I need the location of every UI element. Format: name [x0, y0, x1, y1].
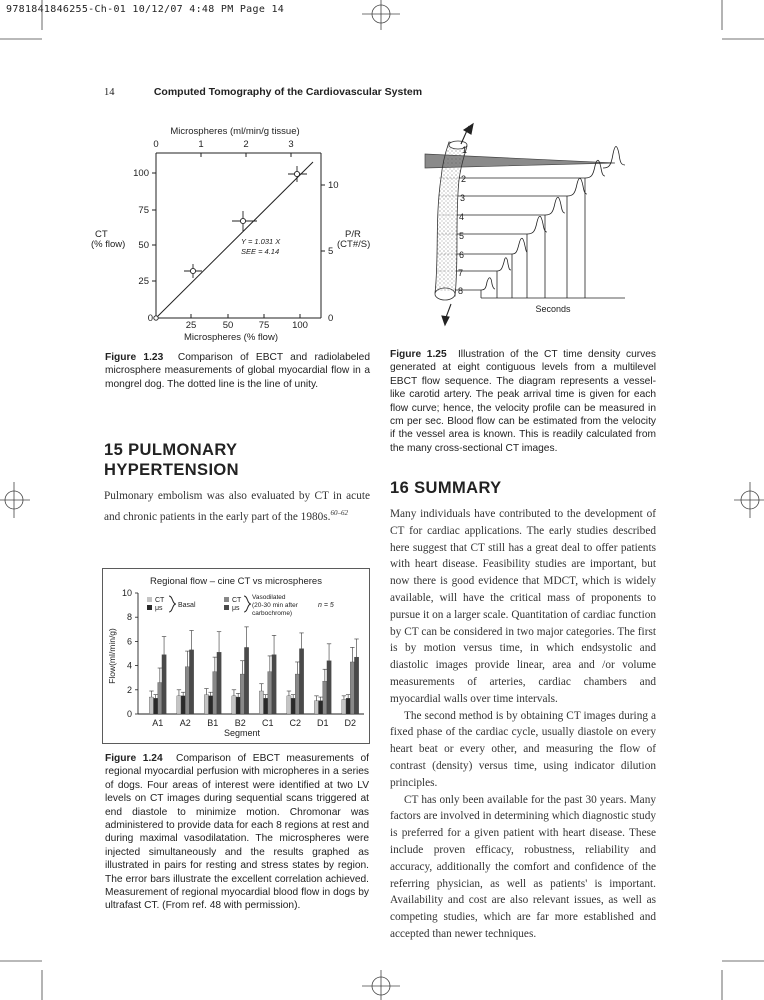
top-tick-2: 2: [243, 139, 249, 150]
legend-ct-vaso: CT: [232, 597, 242, 604]
running-title: Computed Tomography of the Cardiovascular System: [153, 86, 423, 98]
bar-C1-4: [272, 655, 276, 714]
x-tick-label-B1: B1: [207, 718, 219, 728]
bar-C2-3: [295, 674, 299, 714]
level-label-7: 7: [458, 268, 464, 278]
bar-D1-4: [327, 661, 331, 714]
legend-vaso-2: (20-30 min after: [252, 602, 298, 609]
legend-mus-basal: μs: [155, 605, 163, 612]
paragraph-3: CT has only been available for the past 30 years. Many factors are involved in determining which diagnostic study is preferred for a given patient with heart disease. These include proven efficacy, robustness, reliability and accuracy, additionally the comfort and confidence of the referring physician, as well as patients' is important. Availability and cost are also relevant issues, as well as competing studies, which are far more established and accepted than newer techniques.: [390, 793, 656, 940]
caption-text: Comparison of EBCT and radiolabeled microsphere measurements of global myocardial flow in a mongrel dog. The dotted line is the line of unity.: [105, 352, 370, 390]
y-tick-label: 0: [126, 709, 132, 719]
legend-vaso-3: carbochrome): [252, 610, 293, 617]
paragraph-1: Many individuals have contributed to the development of CT for cardiac applications. The early studies described here suggest that CT still has a great deal to offer patients with heart disease. Feasibility studies are important, but now there is good evidence that MDCT, which is widely available, will have the critical mass of proponents to pursue it on a larger scale. Quantitation of cardiac function by CT can be considered in two major categories. The first is by motion versus time, in which endsystolic and diastolic images provide linear, area and /or volume measurements of arteries, cardiac chambers and myocardial walls over time intervals.: [390, 508, 656, 705]
legend-vaso-1: Vasodilated: [252, 594, 286, 601]
bar-A1-1: [149, 697, 153, 714]
x-tick-label-B2: B2: [234, 718, 246, 728]
printer-slug: 9781841846255-Ch-01 10/12/07 4:48 PM Page 14: [6, 4, 285, 15]
left-tick-0: 0: [147, 313, 153, 324]
bar-D1-2: [319, 701, 323, 714]
left-label-2: (% flow): [91, 239, 126, 250]
legend-basal: Basal: [178, 602, 196, 609]
x-axis-label: Segment: [223, 728, 261, 738]
bar-C1-1: [259, 691, 263, 714]
bar-C1-2: [264, 698, 268, 714]
data-point-1: [184, 264, 202, 278]
caption-label: Figure 1.24: [105, 753, 163, 764]
data-point-3: [288, 166, 307, 182]
bar-A2-2: [181, 696, 185, 714]
y-tick-label: 2: [126, 684, 132, 695]
level-label-5: 5: [459, 231, 465, 241]
level-label-2: 2: [461, 174, 467, 184]
caption-text: Comparison of EBCT measurements of regional myocardial perfusion with micropheres in a series of dogs. Four areas of interest were identified at two LV levels on CT images during sequential scans triggered at end diastole to minimize motion. Chromonar was administered to provide data for each 8 regions at rest and during maximal vasodilatation. The microspheres were injected simultaneously and the results graphed as illustrated in pairs for resting and stress states by region. The error bars illustrate the excellent correlation achieved. Measurement of regional myocardial blood flow in dogs by ultrafast CT. (From ref. 48 with permission).: [105, 753, 369, 912]
legend-n: n = 5: [318, 602, 334, 609]
caption-text: Illustration of the CT time density curves generated at eight contiguous levels from a multilevel EBCT flow sequence. The diagram represents a vessel-like carotid artery. The peak arrival time is given for each flow curve; hence, the velocity profile can be measured in cm per sec. Blood flow can be estimated from the velocity if the vessel area is known. This is readily calculated from the many cross-sectional CT images.: [390, 349, 656, 454]
bar-C2-1: [287, 696, 291, 714]
bar-D1-3: [323, 681, 327, 714]
section-16-body: [390, 506, 656, 943]
right-tick-5: 5: [328, 246, 334, 257]
bottom-tick-50: 50: [222, 320, 234, 331]
x-tick-label-C2: C2: [289, 718, 302, 728]
bar-B1-3: [213, 672, 217, 714]
figure-1-25-diagram: [415, 118, 645, 348]
figure-1-24-chart: [102, 568, 370, 744]
seconds-label: Seconds: [535, 304, 571, 314]
y-tick-label: 8: [126, 612, 132, 623]
left-label-1: CT: [95, 229, 108, 240]
section-16-heading: 16 SUMMARY: [390, 479, 502, 497]
top-tick-0: 0: [153, 139, 159, 150]
bar-B2-3: [240, 674, 244, 714]
heading-line-2: HYPERTENSION: [104, 461, 239, 479]
figure-1-23-caption: [105, 351, 370, 391]
x-tick-label-D2: D2: [344, 718, 357, 728]
bar-D2-2: [346, 698, 350, 714]
bar-B2-2: [236, 697, 240, 714]
heading-line-1: 15 PULMONARY: [104, 441, 238, 459]
left-tick-100: 100: [133, 168, 149, 179]
bottom-tick-100: 100: [292, 320, 308, 331]
bar-A2-4: [189, 650, 193, 714]
top-axis-label: Microspheres (ml/min/g tissue): [170, 126, 300, 137]
bar-A2-1: [177, 696, 181, 714]
y-axis-label: Flow(ml/min/g): [107, 628, 117, 684]
y-tick-label: 10: [121, 588, 132, 598]
bar-D1-1: [314, 701, 318, 714]
section-15-text: [104, 488, 370, 525]
level-label-3: 3: [460, 193, 466, 203]
arrow-bottom-head: [442, 316, 449, 325]
x-tick-label-D1: D1: [316, 718, 329, 728]
level-label-6: 6: [459, 250, 465, 260]
reference-superscript: 60–62: [330, 508, 348, 517]
x-tick-label-A1: A1: [152, 718, 164, 728]
bar-A2-3: [185, 667, 189, 714]
section-15-heading: [104, 440, 239, 480]
bar-B1-4: [217, 652, 221, 714]
right-label-1: P/R: [345, 229, 361, 240]
caption-label: Figure 1.25: [390, 349, 447, 360]
x-tick-label-C1: C1: [261, 718, 274, 728]
top-tick-1: 1: [198, 139, 204, 150]
legend-swatch-mus-vaso: [224, 605, 229, 610]
level-label-1: 1: [462, 145, 468, 155]
bar-A1-4: [162, 655, 166, 714]
y-tick-label: 4: [126, 660, 132, 671]
bar-B1-1: [204, 695, 208, 714]
figure-1-23-plot: [91, 120, 371, 350]
bar-D2-1: [342, 699, 346, 714]
bar-B2-4: [244, 647, 248, 714]
top-tick-3: 3: [288, 139, 294, 150]
bar-A1-2: [154, 698, 158, 714]
left-tick-50: 50: [138, 240, 149, 251]
paragraph-2: The second method is by obtaining CT images during a fixed phase of the cardiac cycle, usually diastole on every heart beat or every other, and measuring the flow of contrast (density) versus time, using indicator dilution principles.: [390, 709, 656, 789]
bar-C2-2: [291, 698, 295, 714]
left-tick-25: 25: [138, 276, 149, 287]
chart-title: Regional flow – cine CT vs microspheres: [150, 576, 322, 587]
caption-label: Figure 1.23: [105, 352, 164, 363]
bar-D2-3: [350, 662, 354, 714]
right-label-2: (CT#/S): [337, 239, 371, 250]
legend-swatch-mus-basal: [147, 605, 152, 610]
bar-B2-1: [232, 696, 236, 714]
figure-1-24-caption: [105, 752, 369, 913]
equation-1: Y = 1.031 X: [241, 237, 281, 246]
origin-point: [154, 316, 158, 320]
bar-C2-4: [299, 649, 303, 714]
left-tick-75: 75: [138, 205, 149, 216]
bottom-tick-75: 75: [258, 320, 270, 331]
page-number: 14: [104, 87, 115, 98]
bottom-axis-label: Microspheres (% flow): [184, 332, 278, 343]
x-tick-label-A2: A2: [179, 718, 191, 728]
running-head: [104, 86, 422, 98]
right-tick-0: 0: [328, 313, 334, 324]
legend-mus-vaso: μs: [232, 605, 240, 612]
regression-line: [156, 162, 313, 318]
legend-swatch-ct-vaso: [224, 597, 229, 602]
bottom-tick-25: 25: [185, 320, 197, 331]
legend-swatch-ct-basal: [147, 597, 152, 602]
level-label-4: 4: [459, 212, 465, 222]
bar-D2-4: [354, 657, 358, 714]
right-tick-10: 10: [328, 180, 339, 191]
y-tick-label: 6: [126, 636, 132, 647]
data-point-2: [232, 211, 257, 231]
legend-ct-basal: CT: [155, 597, 165, 604]
bar-A1-3: [158, 683, 162, 714]
arrow-top-head: [464, 124, 473, 134]
bar-B1-2: [209, 696, 213, 714]
bar-C1-3: [268, 672, 272, 714]
equation-2: SEE = 4.14: [241, 247, 280, 256]
paragraph: Pulmonary embolism was also evaluated by CT in acute and chronic patients in the early part of the 1980s.: [104, 490, 370, 523]
level-label-8: 8: [458, 286, 464, 296]
figure-1-25-caption: [390, 348, 656, 455]
